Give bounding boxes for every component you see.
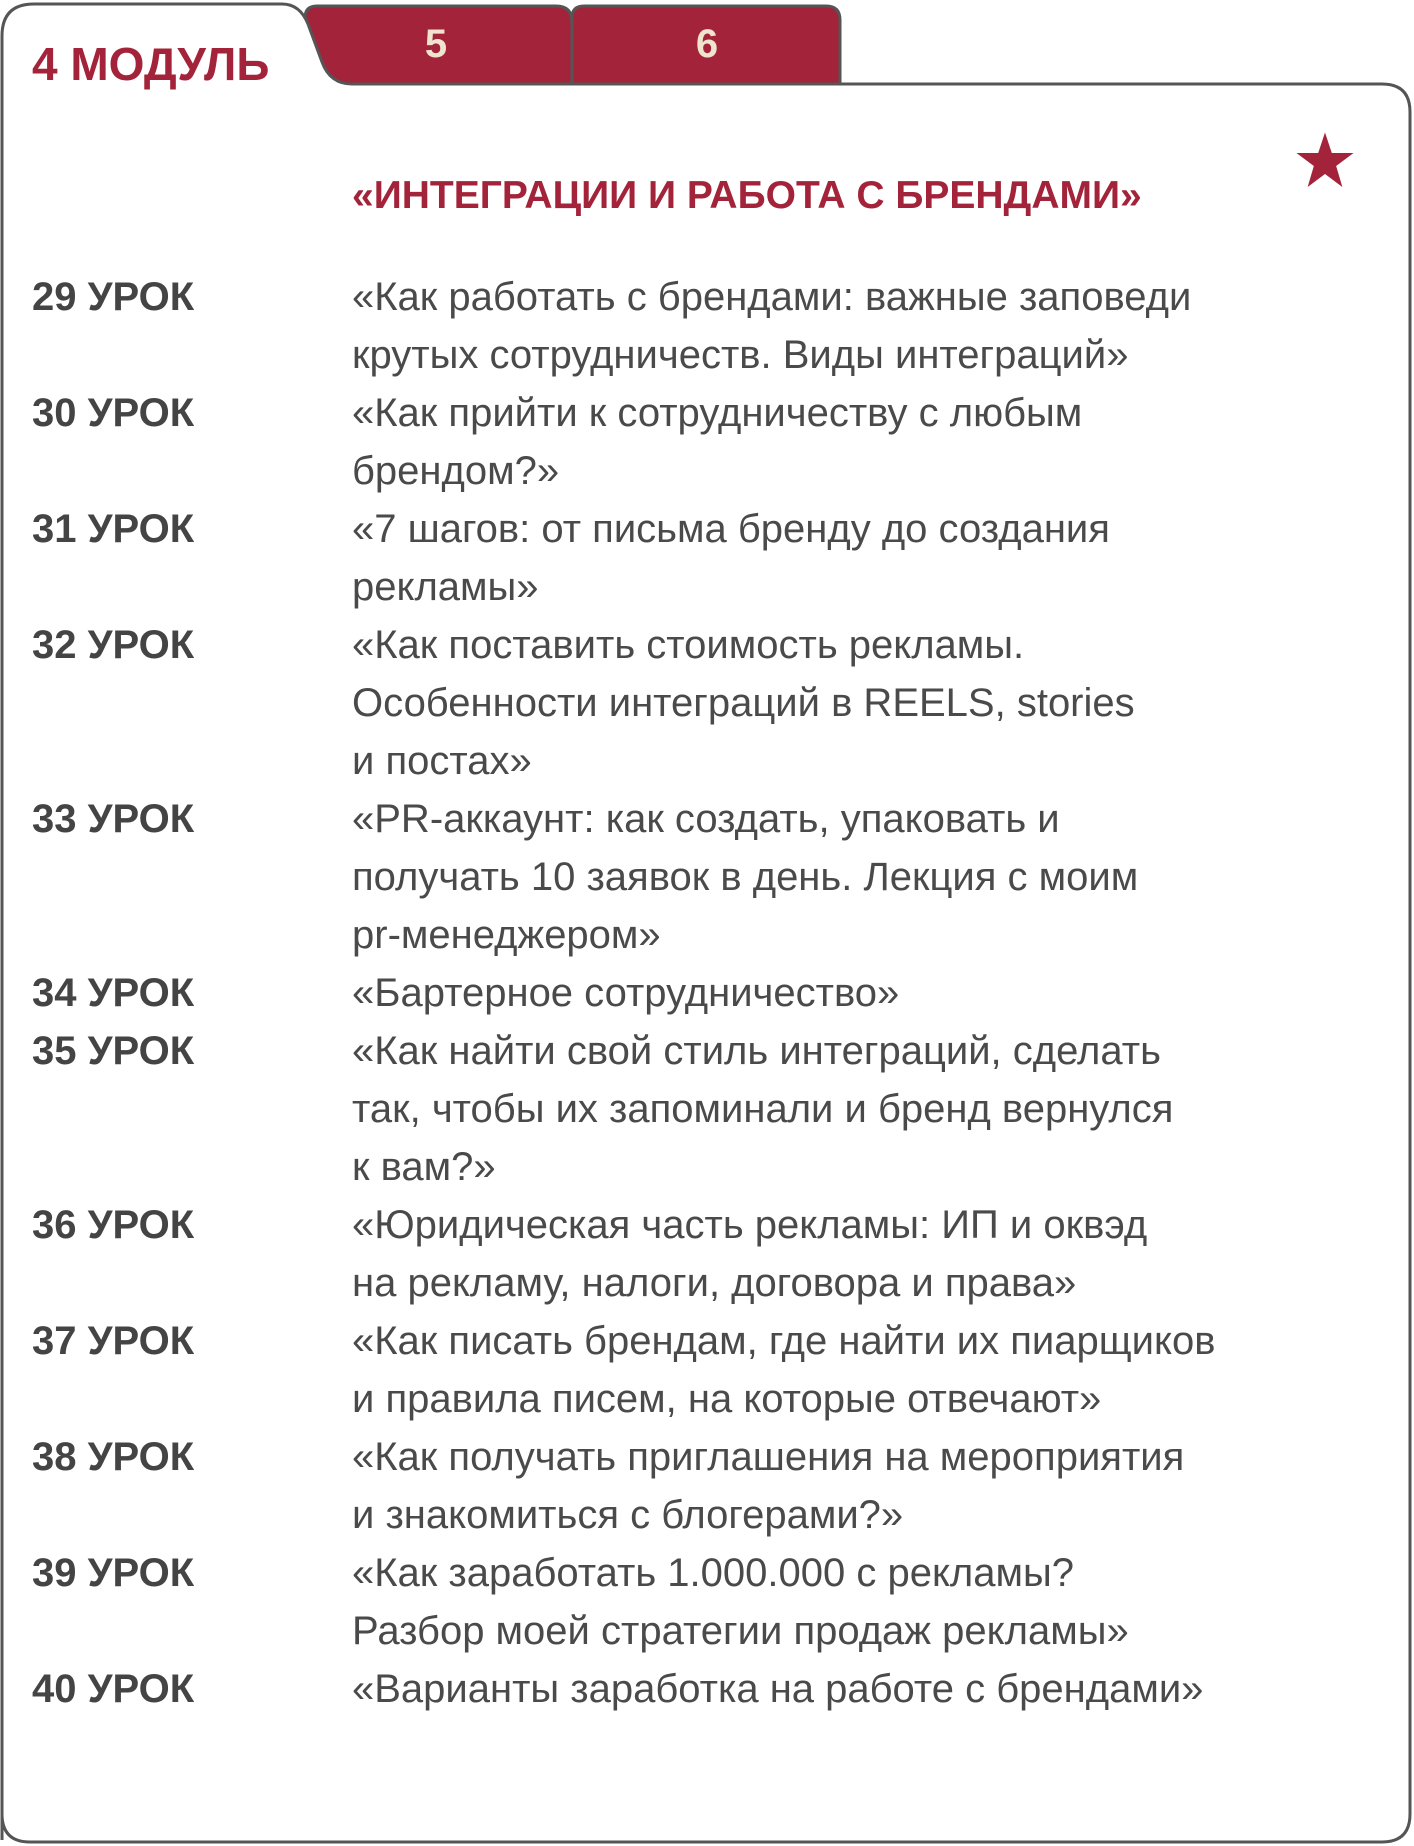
lesson-number: 30 УРОК <box>32 391 195 435</box>
lesson-number: 33 УРОК <box>32 797 195 841</box>
lesson-title-line: «PR-аккаунт: как создать, упаковать и <box>352 797 1060 841</box>
tab-module-5[interactable]: 5 <box>424 22 448 66</box>
lesson-row <box>32 1428 1322 1544</box>
lesson-title <box>352 500 1322 616</box>
lesson-number: 38 УРОК <box>32 1435 195 1479</box>
tab-module-6[interactable]: 6 <box>695 22 719 66</box>
lesson-number: 31 УРОК <box>32 507 195 551</box>
lesson-row <box>32 268 1322 384</box>
lesson-title-line: «Как поставить стоимость рекламы. <box>352 623 1025 667</box>
lesson-row <box>32 500 1322 616</box>
lesson-row <box>32 790 1322 964</box>
lesson-number: 29 УРОК <box>32 275 195 319</box>
lesson-title-line: «Юридическая часть рекламы: ИП и оквэд <box>352 1203 1148 1247</box>
lesson-title-line: Разбор моей стратегии продаж рекламы» <box>352 1609 1129 1653</box>
lesson-row <box>32 964 1322 1022</box>
lesson-title <box>352 1428 1322 1544</box>
lesson-title-line: «Как заработать 1.000.000 с рекламы? <box>352 1551 1074 1595</box>
lesson-number: 32 УРОК <box>32 623 195 667</box>
lesson-row <box>32 384 1322 500</box>
lesson-title-line: «Как получать приглашения на мероприятия <box>352 1435 1185 1479</box>
lesson-number: 34 УРОК <box>32 971 195 1015</box>
lesson-title <box>352 616 1322 790</box>
lesson-title-line: «7 шагов: от письма бренду до создания <box>352 507 1110 551</box>
lesson-title-line: и правила писем, на которые отвечают» <box>352 1377 1102 1421</box>
lesson-title <box>352 1022 1322 1196</box>
lesson-title <box>352 1544 1322 1660</box>
lesson-title <box>352 1660 1322 1718</box>
lesson-title-line: к вам?» <box>352 1145 496 1189</box>
lesson-row <box>32 616 1322 790</box>
lesson-row <box>32 1544 1322 1660</box>
lesson-title <box>352 1196 1322 1312</box>
lesson-title-line: рекламы» <box>352 565 539 609</box>
lesson-title-line: и постах» <box>352 739 532 783</box>
lesson-title-line: «Как работать с брендами: важные заповеди <box>352 275 1192 319</box>
lesson-title-line: Особенности интеграций в REELS, stories <box>352 681 1135 725</box>
lesson-title <box>352 268 1322 384</box>
lesson-row <box>32 1196 1322 1312</box>
lesson-number: 36 УРОК <box>32 1203 195 1247</box>
lesson-title-line: «Бартерное сотрудничество» <box>352 971 900 1015</box>
lesson-title-line: получать 10 заявок в день. Лекция с моим <box>352 855 1139 899</box>
lesson-title <box>352 1312 1322 1428</box>
lesson-title <box>352 790 1322 964</box>
lesson-title-line: на рекламу, налоги, договора и права» <box>352 1261 1077 1305</box>
lesson-title-line: крутых сотрудничеств. Виды интеграций» <box>352 333 1129 377</box>
lesson-row <box>32 1022 1322 1196</box>
lesson-number: 37 УРОК <box>32 1319 195 1363</box>
module-title: «ИНТЕГРАЦИИ И РАБОТА С БРЕНДАМИ» <box>352 174 1142 217</box>
lesson-title-line: брендом?» <box>352 449 560 493</box>
lesson-title-line: pr-менеджером» <box>352 913 661 957</box>
lesson-title-line: «Как прийти к сотрудничеству с любым <box>352 391 1083 435</box>
tab-module-4[interactable]: 4 МОДУЛЬ <box>32 38 270 90</box>
lesson-list <box>32 268 1322 1718</box>
lesson-title-line: «Варианты заработка на работе с брендами» <box>352 1667 1204 1711</box>
lesson-title-line: «Как найти свой стиль интеграций, сделать <box>352 1029 1161 1073</box>
lesson-title-line: и знакомиться с блогерами?» <box>352 1493 904 1537</box>
star-icon <box>1294 130 1356 192</box>
lesson-title <box>352 964 1322 1022</box>
lesson-title <box>352 384 1322 500</box>
lesson-number: 40 УРОК <box>32 1667 195 1711</box>
lesson-number: 39 УРОК <box>32 1551 195 1595</box>
lesson-number: 35 УРОК <box>32 1029 195 1073</box>
lesson-row <box>32 1312 1322 1428</box>
lesson-title-line: «Как писать брендам, где найти их пиарщиков <box>352 1319 1216 1363</box>
lesson-row <box>32 1660 1322 1718</box>
lesson-title-line: так, чтобы их запоминали и бренд вернулся <box>352 1087 1174 1131</box>
